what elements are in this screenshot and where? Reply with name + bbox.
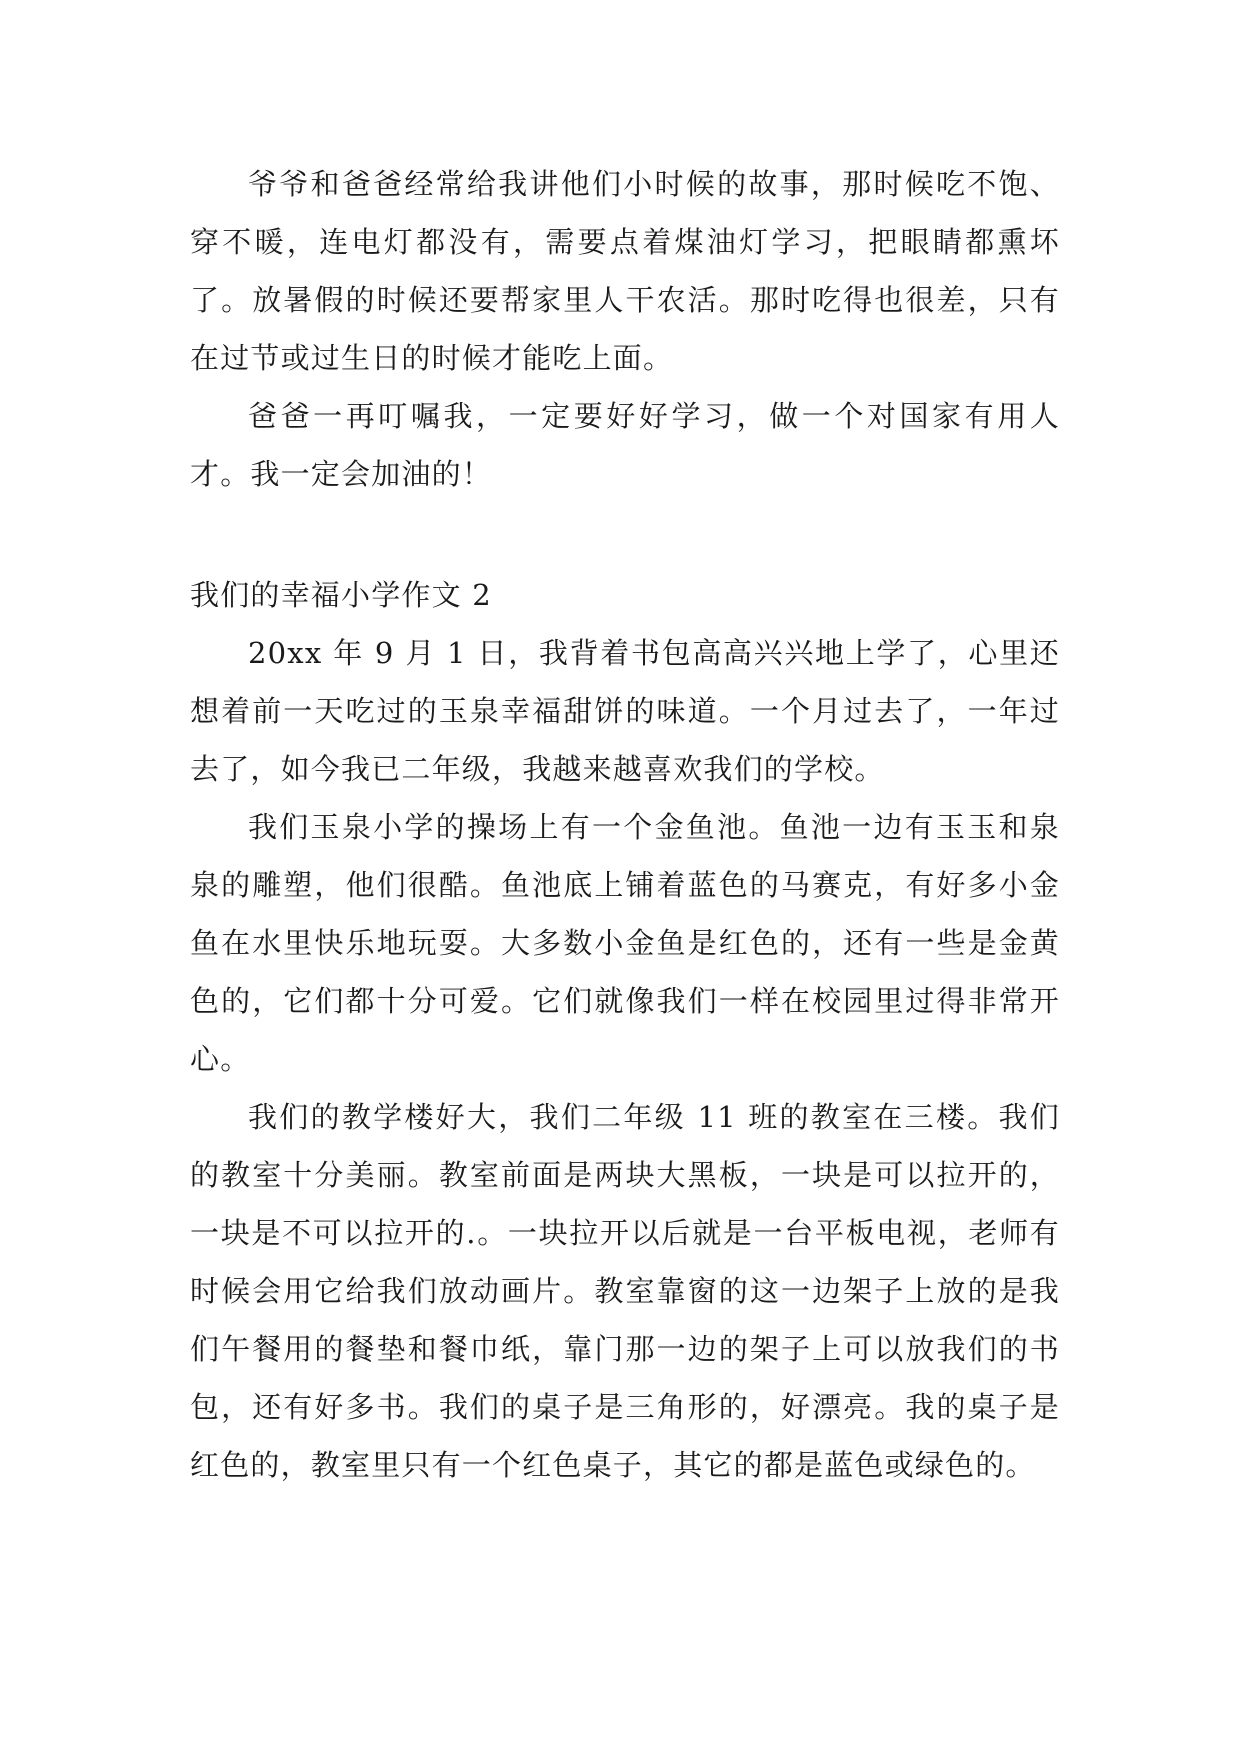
essay2-title: 我们的幸福小学作文 2: [190, 578, 492, 612]
essay2-paragraph: 我们的教学楼好大，我们二年级 11 班的教室在三楼。我们的教室十分美丽。教室前面是两块大黑板，一块是可以拉开的，一块是不可以拉开的.。一块拉开以后就是一台平板电视，老师有时候会用它给我们放动画片。教室靠窗的这一边架子上放的是我们午餐用的餐垫和餐巾纸，靠门那一边的架子上可以放我们的书包，还有好多书。我们的桌子是三角形的，好漂亮。我的桌子是红色的，教室里只有一个红色桌子，其它的都是蓝色或绿色的。: [190, 1100, 1060, 1482]
essay2-paragraph: 20xx 年 9 月 1 日，我背着书包高高兴兴地上学了，心里还想着前一天吃过的玉泉幸福甜饼的味道。一个月过去了，一年过去了，如今我已二年级，我越来越喜欢我们的学校。: [190, 636, 1060, 786]
essay2-paragraph: 我们玉泉小学的操场上有一个金鱼池。鱼池一边有玉玉和泉泉的雕塑，他们很酷。鱼池底上铺着蓝色的马赛克，有好多小金鱼在水里快乐地玩耍。大多数小金鱼是红色的，还有一些是金黄色的，它们都十分可爱。它们就像我们一样在校园里过得非常开心。: [190, 810, 1060, 1076]
essay1-paragraph: 爸爸一再叮嘱我，一定要好好学习，做一个对国家有用人才。我一定会加油的！: [190, 399, 1060, 491]
essay1-paragraph: 爷爷和爸爸经常给我讲他们小时候的故事，那时候吃不饱、穿不暖，连电灯都没有，需要点着煤油灯学习，把眼睛都熏坏了。放暑假的时候还要帮家里人干农活。那时吃得也很差，只有在过节或过生日的时候才能吃上面。: [190, 167, 1060, 375]
document-body: [190, 155, 1060, 1494]
